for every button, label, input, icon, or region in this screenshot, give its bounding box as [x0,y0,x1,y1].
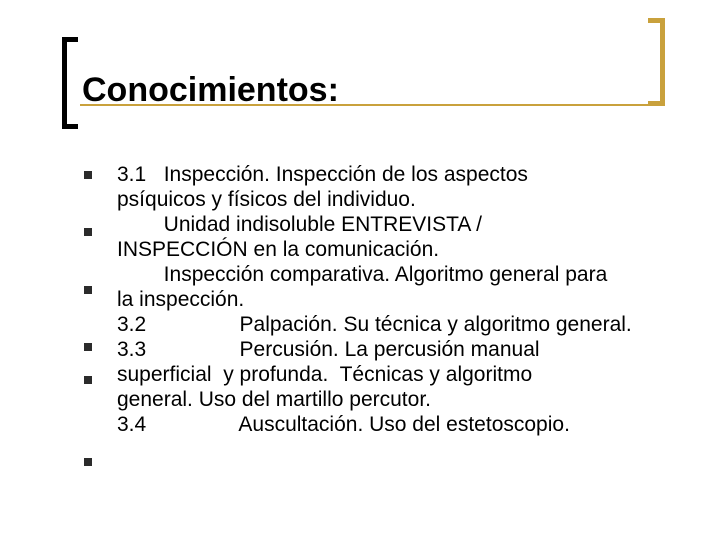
body-line: general. Uso del martillo percutor. [117,388,431,411]
body-line: 3.2 Palpación. Su técnica y algoritmo general. [117,313,632,336]
body-line: la inspección. [117,288,245,311]
square-bullet-icon [84,171,92,179]
slide-body [117,162,687,437]
body-line: 3.1 Inspección. Inspección de los aspectos [117,163,528,186]
right-bracket-vertical [660,18,665,106]
square-bullet-icon [84,286,92,294]
body-line: psíquicos y físicos del individuo. [117,188,416,211]
body-line: Unidad indisoluble ENTREVISTA / [117,213,482,236]
slide-title: Conocimientos: [82,71,339,109]
left-bracket-bottom [62,124,78,129]
left-bracket-top [62,37,78,42]
right-bracket-bottom [648,101,665,106]
body-line: 3.4 Auscultación. Uso del estetoscopio. [117,413,570,436]
body-line: superficial y profunda. Técnicas y algoritmo [117,363,533,386]
body-line: INSPECCIÓN en la comunicación. [117,238,440,261]
square-bullet-icon [84,376,92,384]
body-line: 3.3 Percusión. La percusión manual [117,338,540,361]
right-bracket-top [648,18,665,23]
square-bullet-icon [84,458,92,466]
square-bullet-icon [84,343,92,351]
square-bullet-icon [84,228,92,236]
right-bracket-decoration [648,18,665,106]
left-bracket-vertical [62,37,67,129]
left-bracket-decoration [62,37,78,129]
body-line: Inspección comparativa. Algoritmo general para [117,263,608,286]
